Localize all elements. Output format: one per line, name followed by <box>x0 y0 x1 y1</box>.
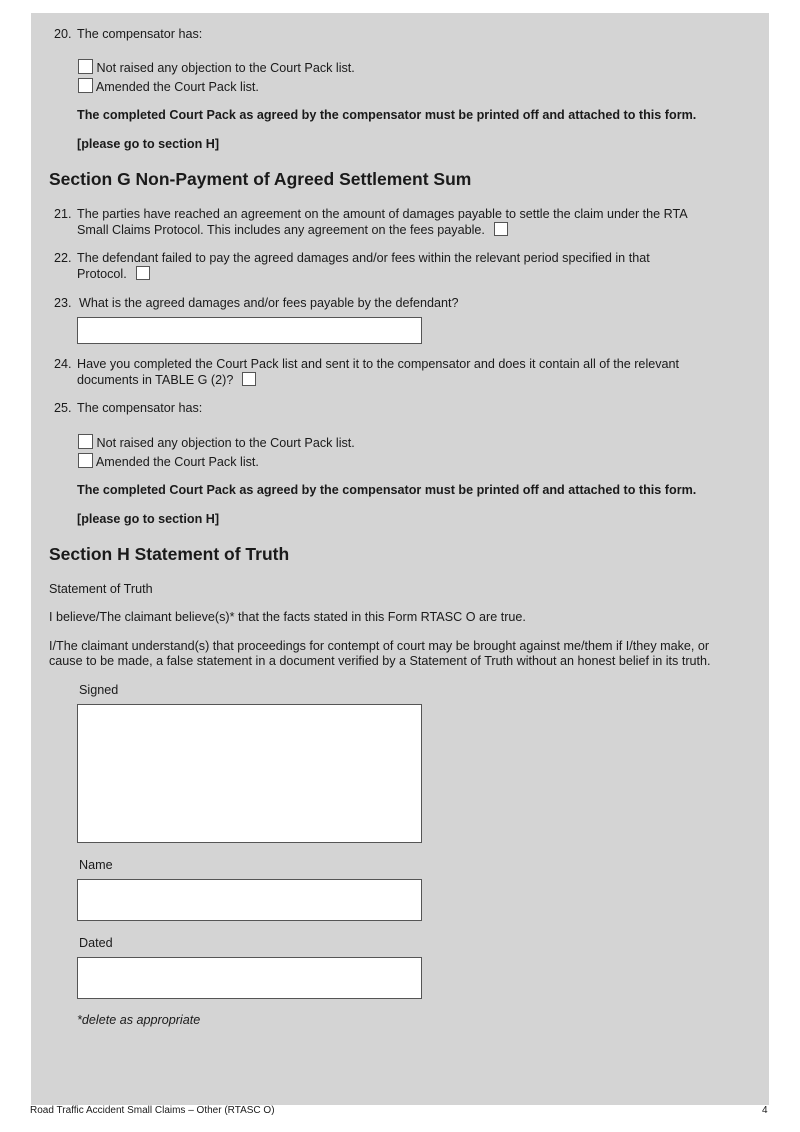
q24-line2: documents in TABLE G (2)? <box>77 373 234 387</box>
section-g-heading: Section G Non-Payment of Agreed Settlement Sum <box>49 169 472 189</box>
contempt-statement-line1: I/The claimant understand(s) that proceedings for contempt of court may be brought against me/them if I/they make, or <box>49 639 710 653</box>
q23-number: 23. <box>54 296 72 310</box>
q25-amended-checkbox[interactable] <box>78 453 93 468</box>
q21-line2-wrap <box>77 222 508 238</box>
q22-line1: The defendant failed to pay the agreed damages and/or fees within the relevant period specified in that <box>77 251 650 265</box>
q21-line2: Small Claims Protocol. This includes any agreement on the fees payable. <box>77 223 485 237</box>
q20-option-not-raised <box>78 59 355 76</box>
q22-line2-wrap <box>77 266 150 282</box>
q25-notice: The completed Court Pack as agreed by the compensator must be printed off and attached to this form. <box>77 483 697 497</box>
q24-line2-wrap <box>77 372 256 388</box>
dated-input[interactable] <box>77 957 422 999</box>
signature-box[interactable] <box>77 704 422 843</box>
delete-note: *delete as appropriate <box>77 1013 201 1027</box>
q20-amended-checkbox[interactable] <box>78 78 93 93</box>
section-h-heading: Section H Statement of Truth <box>49 544 290 564</box>
q25-option-not-raised <box>78 434 355 451</box>
page-number: 4 <box>762 1105 768 1116</box>
q21-line1: The parties have reached an agreement on the amount of damages payable to settle the claim under the RTA <box>77 207 688 221</box>
q20-notice: The completed Court Pack as agreed by the compensator must be printed off and attached to this form. <box>77 108 697 122</box>
q20-option-label: Not raised any objection to the Court Pack list. <box>96 61 355 75</box>
q20-number: 20. <box>54 27 72 41</box>
q20-option-label: Amended the Court Pack list. <box>95 80 259 94</box>
q25-not-raised-checkbox[interactable] <box>78 434 93 449</box>
statement-subheading: Statement of Truth <box>49 582 153 596</box>
q22-checkbox[interactable] <box>136 266 150 280</box>
q25-number: 25. <box>54 401 72 415</box>
contempt-statement-line2: cause to be made, a false statement in a document verified by a Statement of Truth without an honest belief in its truth. <box>49 654 711 668</box>
name-input[interactable] <box>77 879 422 921</box>
agreed-damages-input[interactable] <box>77 317 422 344</box>
q20-option-amended <box>78 78 259 95</box>
signed-label: Signed <box>79 683 119 697</box>
q24-checkbox[interactable] <box>242 372 256 386</box>
q25-text: The compensator has: <box>77 401 203 415</box>
q25-option-amended <box>78 453 259 470</box>
q25-goto: [please go to section H] <box>77 512 220 526</box>
dated-label: Dated <box>79 936 113 950</box>
q21-number: 21. <box>54 207 72 221</box>
footer-form-title: Road Traffic Accident Small Claims – Other (RTASC O) <box>30 1105 275 1116</box>
belief-statement: I believe/The claimant believe(s)* that the facts stated in this Form RTASC O are true. <box>49 610 526 624</box>
q20-text: The compensator has: <box>77 27 203 41</box>
q20-goto: [please go to section H] <box>77 137 220 151</box>
q20-not-raised-checkbox[interactable] <box>78 59 93 74</box>
q22-number: 22. <box>54 251 72 265</box>
q22-line2: Protocol. <box>77 267 127 281</box>
q25-option-label: Not raised any objection to the Court Pack list. <box>96 436 355 450</box>
q25-option-label: Amended the Court Pack list. <box>95 455 259 469</box>
q24-number: 24. <box>54 357 72 371</box>
q23-text: What is the agreed damages and/or fees payable by the defendant? <box>79 296 459 310</box>
q24-line1: Have you completed the Court Pack list and sent it to the compensator and does it contain all of the relevant <box>77 357 680 371</box>
q21-checkbox[interactable] <box>494 222 508 236</box>
name-label: Name <box>79 858 113 872</box>
